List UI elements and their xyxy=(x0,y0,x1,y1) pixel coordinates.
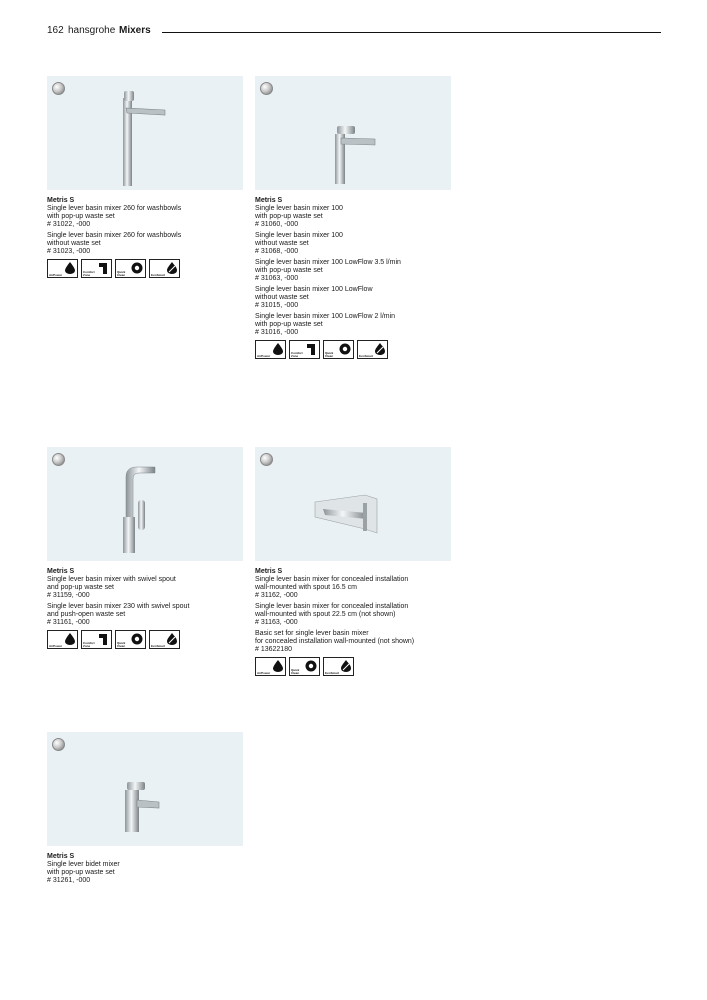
feature-label: Comfort Zone xyxy=(83,270,95,277)
ecosmart-icon xyxy=(323,657,354,676)
airpower-icon xyxy=(255,657,286,676)
product-variant xyxy=(47,205,243,229)
feature-label: AirPower xyxy=(49,273,63,277)
ecosmart-icon xyxy=(149,259,180,278)
product-variant xyxy=(47,861,243,885)
feature-icons xyxy=(255,340,451,359)
article-number: # 31060, -000 xyxy=(255,221,299,228)
feature-icons xyxy=(47,630,243,649)
product-card-tall-basin-mixer xyxy=(47,76,243,278)
product-card-wall-mounted-mixer xyxy=(255,447,451,676)
feature-label: Quick Clean xyxy=(117,641,126,648)
wall-mounted-mixer-illustration xyxy=(255,447,451,561)
comfortzone-icon xyxy=(81,630,112,649)
variant-description: with pop-up waste set xyxy=(255,267,323,274)
variant-description: Single lever basin mixer 100 LowFlow 2 l/min xyxy=(255,313,396,320)
variant-description: wall-mounted with spout 22.5 cm (not shown) xyxy=(255,611,396,618)
product-entries xyxy=(255,205,451,337)
product-title: Metris S xyxy=(255,197,283,204)
feature-label: EcoSmart xyxy=(325,671,340,675)
airpower-icon xyxy=(255,340,286,359)
variant-description: with pop-up waste set xyxy=(47,869,115,876)
section-title: Mixers xyxy=(119,25,151,36)
product-title: Metris S xyxy=(47,197,75,204)
product-card-swivel-spout-mixer xyxy=(47,447,243,649)
product-image xyxy=(47,76,243,190)
product-title: Metris S xyxy=(47,853,75,860)
article-number: # 31016, -000 xyxy=(255,329,299,336)
variant-description: wall-mounted with spout 16.5 cm xyxy=(255,584,357,591)
feature-label: AirPower xyxy=(49,644,63,648)
ecosmart-icon xyxy=(357,340,388,359)
feature-label: Comfort Zone xyxy=(83,641,95,648)
feature-icons xyxy=(255,657,451,676)
quickclean-icon xyxy=(115,259,146,278)
product-variant xyxy=(255,630,451,654)
variant-description: without waste set xyxy=(47,240,101,247)
product-card-bidet-mixer xyxy=(47,732,243,888)
product-entries xyxy=(47,861,243,885)
product-title: Metris S xyxy=(47,568,75,575)
product-variant xyxy=(255,603,451,627)
ecosmart-icon xyxy=(149,630,180,649)
article-number: # 31161, -000 xyxy=(47,619,90,626)
variant-description: Single lever basin mixer 100 xyxy=(255,205,343,212)
product-entries xyxy=(255,576,451,654)
feature-label: EcoSmart xyxy=(359,354,374,358)
feature-label: Quick Clean xyxy=(117,270,126,277)
article-number: # 31023, -000 xyxy=(47,248,91,255)
tall-basin-mixer-illustration xyxy=(47,76,243,190)
comfortzone-icon xyxy=(289,340,320,359)
product-card-basin-mixer-100 xyxy=(255,76,451,359)
product-variant xyxy=(255,232,451,256)
article-number: # 31022, -000 xyxy=(47,221,91,228)
variant-description: with pop-up waste set xyxy=(255,213,323,220)
product-image xyxy=(47,447,243,561)
article-number: # 31261, -000 xyxy=(47,877,91,884)
comfortzone-icon xyxy=(81,259,112,278)
feature-label: Quick Clean xyxy=(325,351,334,358)
variant-description: without waste set xyxy=(255,294,309,301)
article-number: # 13622180 xyxy=(255,646,292,653)
product-variant xyxy=(255,205,451,229)
quickclean-icon xyxy=(323,340,354,359)
bidet-mixer-illustration xyxy=(47,732,243,846)
variant-description: for concealed installation wall-mounted (not shown) xyxy=(255,638,415,645)
variant-description: Basic set for single lever basin mixer xyxy=(255,630,369,637)
page-header xyxy=(47,24,661,40)
variant-description: Single lever basin mixer 260 for washbowls xyxy=(47,232,182,239)
feature-icons xyxy=(47,259,243,278)
variant-description: Single lever basin mixer 100 xyxy=(255,232,343,239)
article-number: # 31159, -000 xyxy=(47,592,90,599)
variant-description: Single lever basin mixer 230 with swivel spout xyxy=(47,603,190,610)
article-number: # 31063, -000 xyxy=(255,275,299,282)
variant-description: Single lever basin mixer with swivel spout xyxy=(47,576,176,583)
variant-description: and pop-up waste set xyxy=(47,584,114,591)
product-image xyxy=(255,447,451,561)
swivel-spout-mixer-illustration xyxy=(47,447,243,561)
article-number: # 31068, -000 xyxy=(255,248,299,255)
basin-mixer-100-illustration xyxy=(255,76,451,190)
feature-label: EcoSmart xyxy=(151,273,166,277)
variant-description: with pop-up waste set xyxy=(255,321,323,328)
feature-label: AirPower xyxy=(257,354,271,358)
article-number: # 31162, -000 xyxy=(255,592,298,599)
quickclean-icon xyxy=(289,657,320,676)
variant-description: Single lever basin mixer for concealed installation xyxy=(255,603,409,610)
product-image xyxy=(47,732,243,846)
feature-label: Comfort Zone xyxy=(291,351,303,358)
airpower-icon xyxy=(47,630,78,649)
variant-description: and push-open waste set xyxy=(47,611,126,618)
product-variant xyxy=(47,603,243,627)
product-variant xyxy=(255,259,451,283)
product-variant xyxy=(47,232,243,256)
product-variant xyxy=(255,576,451,600)
quickclean-icon xyxy=(115,630,146,649)
product-image xyxy=(255,76,451,190)
feature-label: Quick Clean xyxy=(291,668,300,675)
feature-label: AirPower xyxy=(257,671,271,675)
product-variant xyxy=(255,286,451,310)
feature-label: EcoSmart xyxy=(151,644,166,648)
variant-description: with pop-up waste set xyxy=(47,213,115,220)
variant-description: Single lever basin mixer 100 LowFlow 3.5 l/min xyxy=(255,259,401,266)
variant-description: Single lever bidet mixer xyxy=(47,861,120,868)
product-entries xyxy=(47,576,243,627)
product-title: Metris S xyxy=(255,568,283,575)
product-variant xyxy=(47,576,243,600)
article-number: # 31015, -000 xyxy=(255,302,299,309)
header-rule xyxy=(162,32,661,33)
variant-description: Single lever basin mixer 260 for washbowls xyxy=(47,205,182,212)
product-entries xyxy=(47,205,243,256)
brand-name: hansgrohe xyxy=(68,25,116,36)
variant-description: Single lever basin mixer 100 LowFlow xyxy=(255,286,373,293)
article-number: # 31163, -000 xyxy=(255,619,298,626)
product-variant xyxy=(255,313,451,337)
page-number: 162 xyxy=(47,25,64,36)
variant-description: without waste set xyxy=(255,240,309,247)
airpower-icon xyxy=(47,259,78,278)
variant-description: Single lever basin mixer for concealed installation xyxy=(255,576,409,583)
